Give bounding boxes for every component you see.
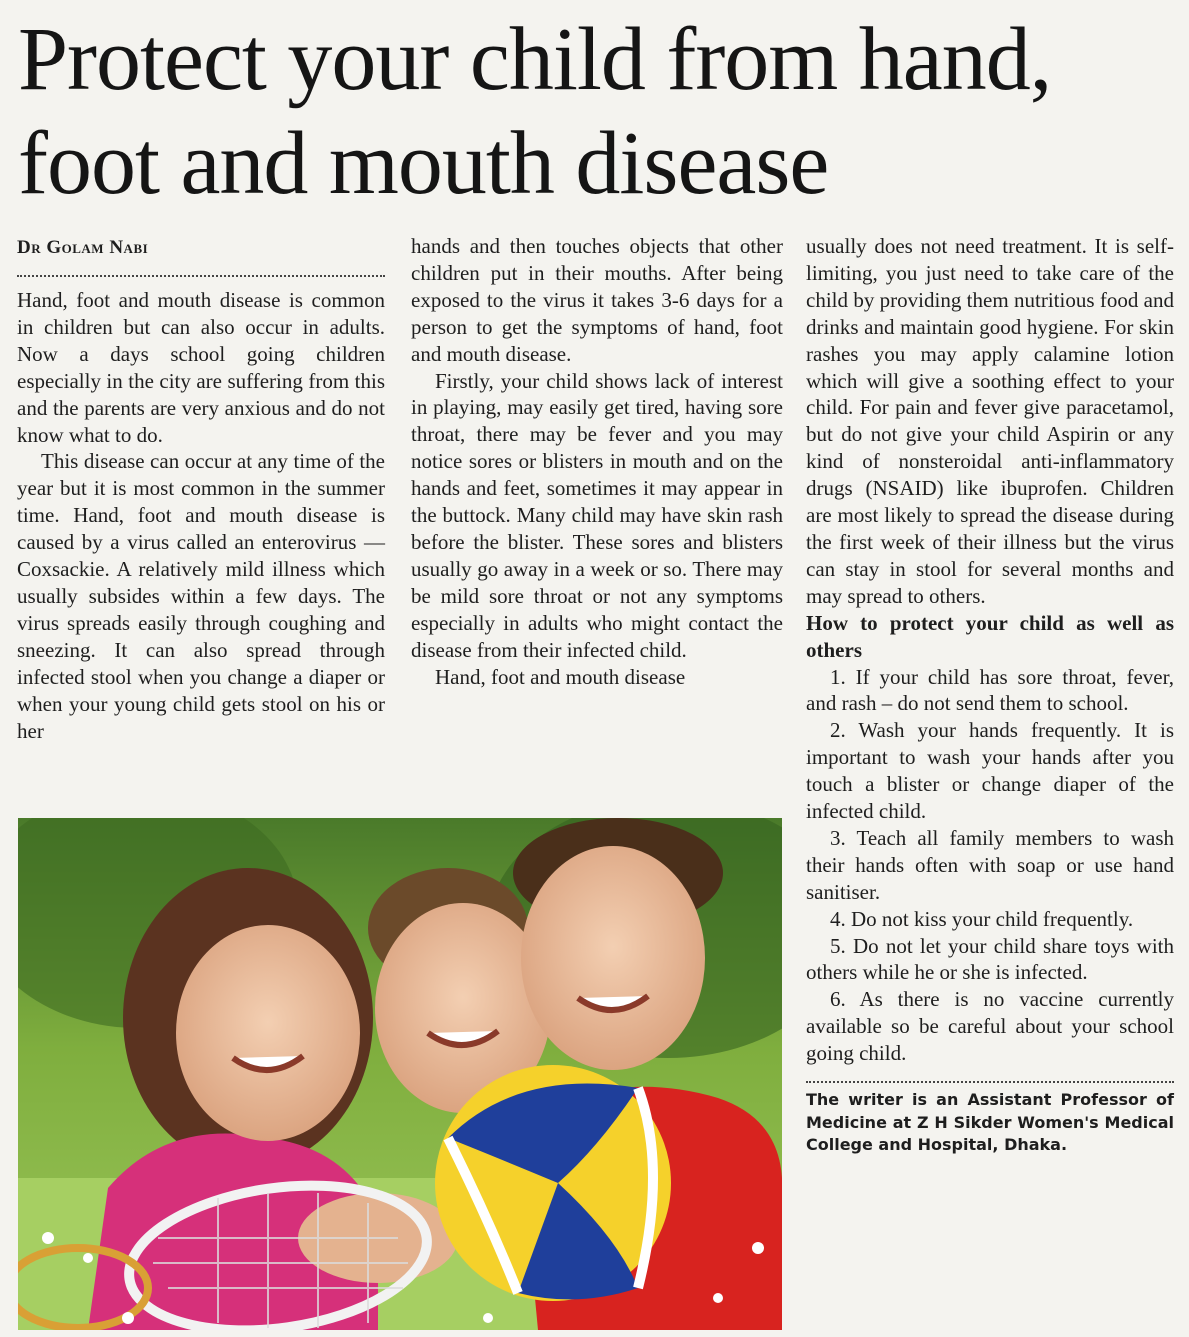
headline-line-2: foot and mouth disease — [18, 114, 829, 213]
column-3 — [806, 233, 1174, 1157]
byline-name: Golam Nabi — [46, 237, 149, 258]
byline — [17, 233, 385, 263]
children-photo — [18, 818, 782, 1330]
headline — [18, 8, 1183, 216]
headline-line-1: Protect your child from hand, — [18, 10, 1052, 109]
tip-item: 3. Teach all family members to wash their hands often with soap or use hand sanitiser. — [806, 825, 1174, 904]
paragraph: hands and then touches objects that other children put in their mouths. After being exposed to the virus it takes 3-6 days for a person to get the symptoms of hand, foot and mouth disease. — [411, 234, 783, 366]
tip-item: 5. Do not let your child share toys with others while he or she is infected. — [806, 933, 1174, 985]
tip-item: 6. As there is no vaccine currently available so be careful about your school going child. — [806, 987, 1174, 1066]
paragraph: usually does not need treatment. It is self-limiting, you just need to take care of the child by providing them nutritious food and drinks and maintain good hygiene. For skin rashes you may apply calamine lotion which will give a soothing effect to your child. For pain and fever give paracetamol, but do not give your child Aspirin or any kind of nonsteroidal anti-inflammatory drugs (NSAID) like ibuprofen. Children are most likely to spread the disease during the first week of their illness but the virus can stay in stool for several months and may spread to others. — [806, 234, 1174, 608]
subheading: How to protect your child as well as others — [806, 610, 1174, 662]
tip-item: 1. If your child has sore throat, fever, and rash – do not send them to school. — [806, 664, 1174, 716]
column-1 — [17, 233, 385, 744]
dotted-divider — [17, 275, 385, 277]
tip-item: 4. Do not kiss your child frequently. — [830, 906, 1134, 931]
paragraph: Hand, foot and mouth disease is common in children but can also occur in adults. Now a days school going children especially in the city are suffering from this and the parents are very anxious and do not know what to do. — [17, 288, 385, 447]
paragraph: Firstly, your child shows lack of interest in playing, may easily get tired, having sore throat, there may be fever and you may notice sores or blisters in mouth and on the hands and feet, sometimes it may appear in the buttock. Many child may have skin rash before the blister. These sores and blisters usually go away in a week or so. There may be mild sore throat or not any symptoms especially in adults who might contact the disease from their infected child. — [411, 368, 783, 662]
author-note: The writer is an Assistant Professor of Medicine at Z H Sikder Women's Medical College and Hospital, Dhaka. — [806, 1090, 1174, 1155]
column-2 — [411, 233, 783, 690]
tip-item: 2. Wash your hands frequently. It is important to wash your hands after you touch a blister or change diaper of the infected child. — [806, 718, 1174, 824]
byline-prefix: Dr — [17, 237, 42, 258]
paragraph: Hand, foot and mouth disease — [435, 664, 686, 689]
paragraph: This disease can occur at any time of the year but it is most common in the summer time. Hand, foot and mouth disease is caused by a virus called an enterovirus — Coxsackie. A relatively mild illness which usually subsides within a few days. The virus spreads easily through coughing and sneezing. It can also spread through infected stool when you change a diaper or when your young child gets stool on his or her — [17, 449, 385, 743]
dotted-divider — [806, 1081, 1174, 1083]
